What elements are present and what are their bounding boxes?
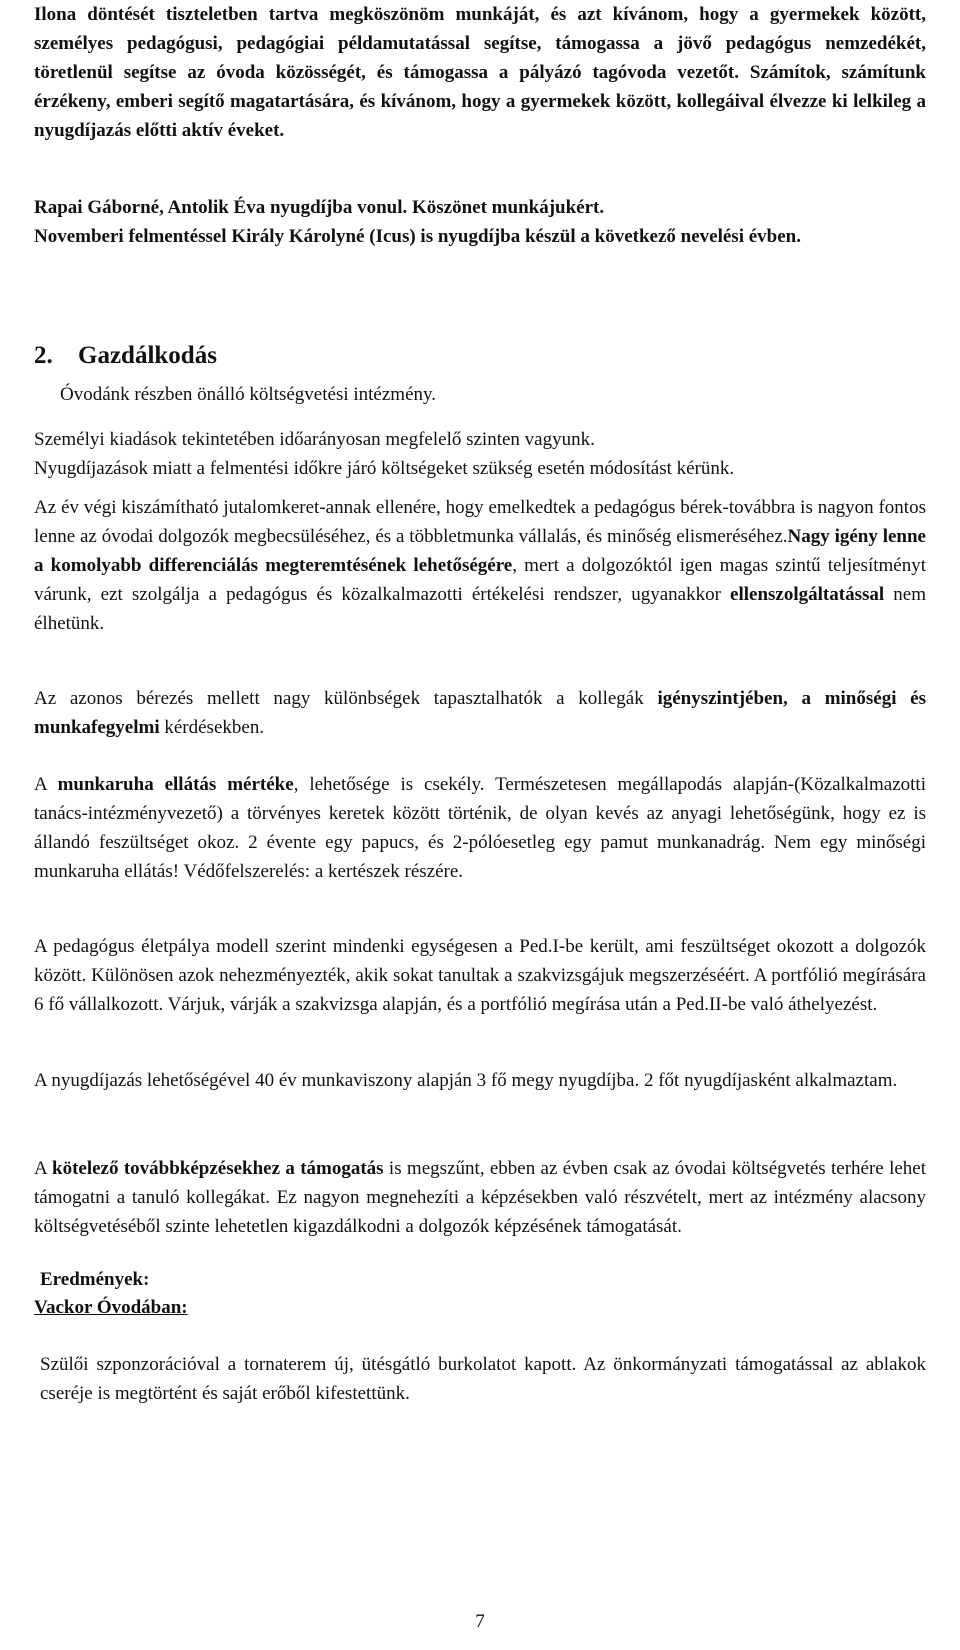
section-number: 2. [34,342,53,369]
workwear-text-2: , lehetősége is csekély. Természetesen megállapodás alapján-(Közalkalmazotti tanács-intézményvezető) a törvényes keretek között történik, de olyan kevés az anyagi lehetőségünk, hogy ez is állandó feszültséget okoz. 2 évente egy papucs, és 2-pólóesetleg egy pamut munkanadrág. Nem egy minőségi munkaruha ellátás! Védőfelszerelés: a kertészek részére. [34,774,926,882]
results-heading: Eredmények: [40,1269,150,1290]
personnel-line-2: Nyugdíjazások miatt a felmentési időkre járó költségeket szükség esetén módosítást kérünk. [34,458,735,479]
page-number: 7 [475,1611,485,1632]
pension-paragraph: A nyugdíjazás lehetőségével 40 év munkaviszony alapján 3 fő megy nyugdíjba. 2 főt nyugdíjasként alkalmaztam. [34,1070,898,1091]
salary-text-2: kérdésekben. [159,717,265,738]
salary-bold-1: igényszintjében, a minőségi és munkafegyelmi [34,688,926,738]
results-paragraph: Szülői szponzorációval a tornaterem új, ütésgátló burkolatot kapott. Az önkormányzati támogatással az ablakok cseréje is megtörtént és saját erőből kifestettünk. [40,1354,926,1404]
vackor-subheading: Vackor Óvodában: [34,1297,188,1318]
section-heading [34,340,217,372]
career-paragraph: A pedagógus életpálya modell szerint mindenki egységesen a Ped.I-be került, ami feszültséget okozott a dolgozók között. Különösen azok nehezményezték, akik sokat tanultak a szakvizsgájuk megszerzéséért. A portfólió megírására 6 fő vállalkozott. Várjuk, várják a szakvizsga alapján, és a portfólió megírása után a Ped.II-be való áthelyezést. [34,936,926,1015]
section-title: Gazdálkodás [78,342,217,369]
retirement-line-1: Rapai Gáborné, Antolik Éva nyugdíjba vonul. Köszönet munkájukért. [34,197,605,218]
budget-paragraph: Óvodánk részben önálló költségvetési intézmény. [60,384,437,405]
salary-paragraph [34,684,926,742]
retirement-line-2: Novemberi felmentéssel Király Károlyné (Icus) is nyugdíjba készül a következő nevelési évben. [34,226,801,247]
personnel-paragraph [34,425,926,483]
bonus-paragraph [34,493,926,638]
training-text-1: A [34,1158,53,1179]
salary-text-1: Az azonos bérezés mellett nagy különbségek tapasztalhatók a kollegák [34,688,658,709]
bonus-bold-1: Nagy igény lenne a komolyabb differenciálás megteremtésének lehetőségére [34,526,926,576]
bonus-text-3: nem élhetünk. [34,584,926,634]
bonus-text-2: , mert a dolgozóktól igen magas szintű teljesítményt várunk, ezt szolgálja a pedagógus és közalkalmazotti értékelési rendszer, ugyanakkor [34,555,926,605]
training-paragraph [34,1154,926,1241]
workwear-text-1: A [34,774,58,795]
bonus-text-1: Az év végi kiszámítható jutalomkeret-annak ellenére, hogy emelkedtek a pedagógus bérek-továbbra is nagyon fontos lenne az óvodai dolgozók megbecsüléséhez, és a többletmunka vállalás, és minőség elismeréséhez. [34,497,926,547]
intro-paragraph: Ilona döntését tiszteletben tartva megköszönöm munkáját, és azt kívánom, hogy a gyermekek között, személyes pedagógusi, pedagógiai példamutatással segítse, támogassa a jövő pedagógus nemzedékét, töretlenül segítse az óvoda közösségét, és támogassa a pályázó tagóvoda vezetőt. Számítok, számítunk érzékeny, emberi segítő magatartására, és kívánom, hogy a gyermekek között, kollegáival élvezze ki lelkileg a nyugdíjazás előtti aktív éveket. [34,4,926,141]
workwear-bold-1: munkaruha ellátás mértéke [57,774,294,795]
personnel-line-1: Személyi kiadások tekintetében időarányosan megfelelő szinten vagyunk. [34,429,595,450]
training-bold-1: kötelező továbbképzésekhez a támogatás [52,1158,384,1179]
bonus-bold-2: ellenszolgáltatással [730,584,885,605]
workwear-paragraph [34,770,926,886]
training-text-2: is megszűnt, ebben az évben csak az óvodai költségvetés terhére lehet támogatni a tanuló kollegákat. Ez nagyon megnehezíti a képzésekben való részvételt, mert az intézmény alacsony költségvetéséből szinte lehetetlen kigazdálkodni a dolgozók képzésének támogatását. [34,1158,926,1237]
